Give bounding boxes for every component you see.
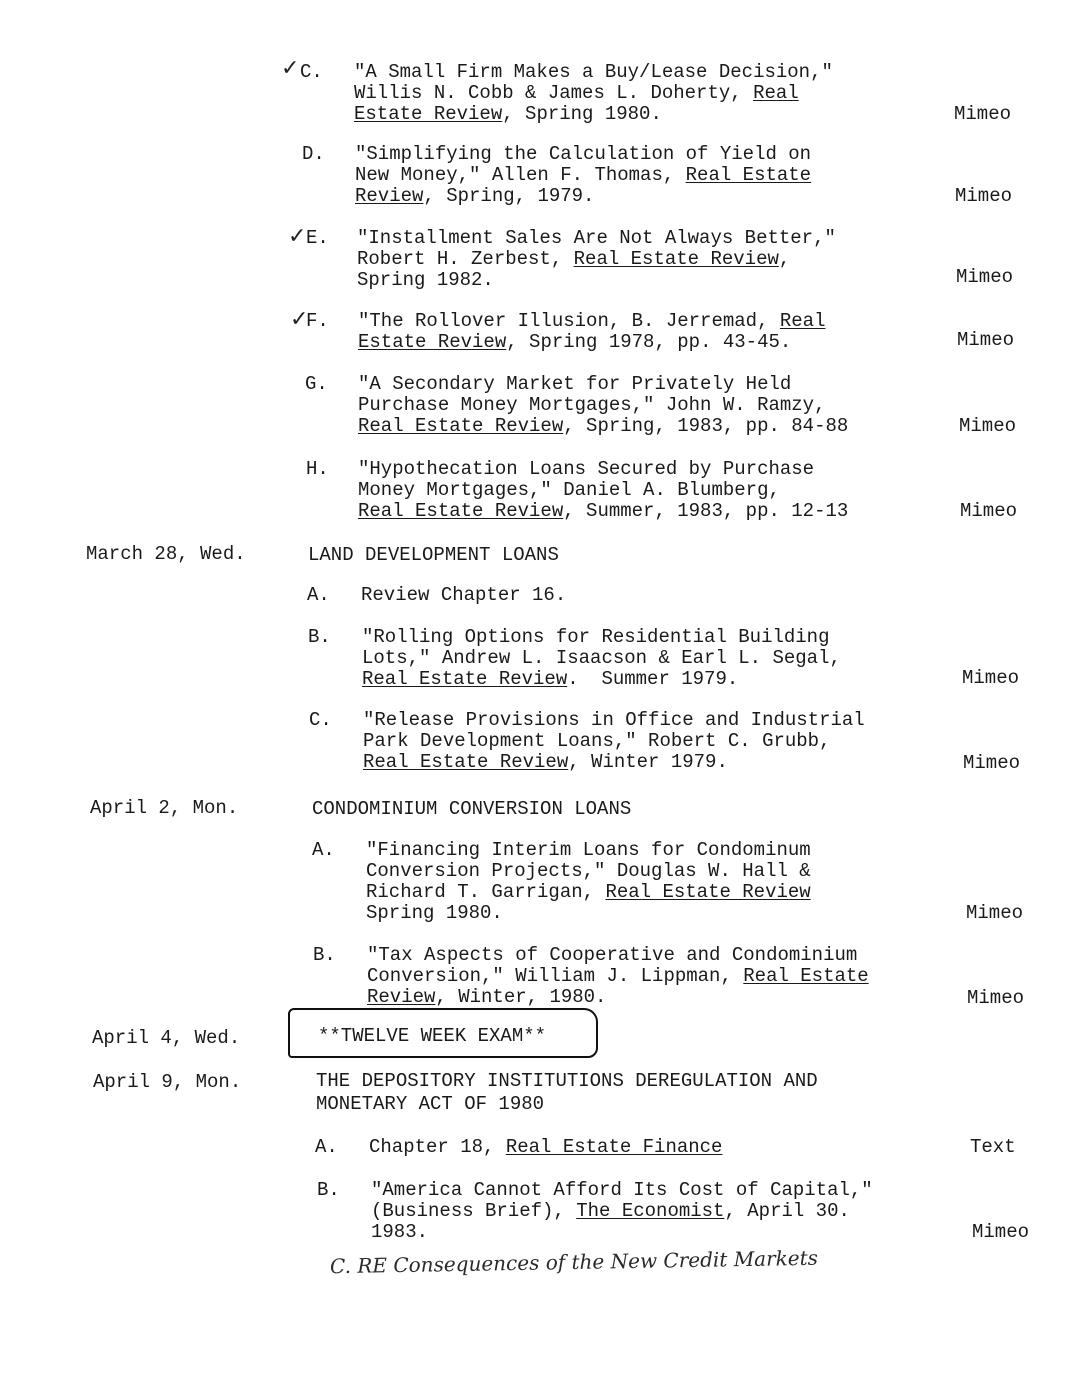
item-citation: Review Chapter 16. [361, 584, 567, 606]
item-letter: B. [313, 944, 336, 966]
item-citation: "America Cannot Afford Its Cost of Capital," (Business Brief), The Economist, April 30. 1983. [371, 1179, 873, 1243]
item-letter: A. [312, 839, 335, 861]
journal-title: The Economist [576, 1200, 725, 1222]
source-label: Mimeo [957, 329, 1015, 351]
item-citation: "A Small Firm Makes a Buy/Lease Decision," Willis N. Cobb & James L. Doherty, Real Estate Review, Spring 1980. [354, 61, 833, 125]
session-topic: MONETARY ACT OF 1980 [316, 1093, 545, 1115]
journal-title: Estate Review [358, 331, 507, 353]
handwritten-note: C. RE Consequences of the New Credit Markets [329, 1245, 819, 1279]
session-date: April 2, Mon. [90, 797, 239, 819]
exam-label: **TWELVE WEEK EXAM** [318, 1025, 547, 1047]
session-date: April 4, Wed. [92, 1027, 241, 1049]
source-label: Mimeo [959, 415, 1017, 437]
session-topic: LAND DEVELOPMENT LOANS [308, 544, 559, 566]
item-letter: A. [307, 584, 330, 606]
item-citation: Chapter 18, Real Estate Finance [369, 1136, 723, 1158]
item-letter: C. [309, 709, 332, 731]
journal-title: Real Estate [685, 164, 812, 186]
item-citation: "Financing Interim Loans for Condominum Conversion Projects," Douglas W. Hall & Richard T. Garrigan, Real Estate Review Spring 1980. [366, 839, 811, 924]
item-citation: "A Secondary Market for Privately Held Purchase Money Mortgages," John W. Ramzy, Real Estate Review, Spring, 1983, pp. 84-88 [358, 373, 849, 437]
journal-title: Real Estate Review [605, 881, 811, 903]
source-label: Mimeo [955, 185, 1013, 207]
source-label: Mimeo [966, 902, 1024, 924]
item-letter: G. [305, 373, 328, 395]
check-mark-icon: ✓ [281, 56, 300, 81]
item-letter: B. [317, 1179, 340, 1201]
session-topic: CONDOMINIUM CONVERSION LOANS [312, 798, 632, 820]
source-label: Mimeo [963, 752, 1021, 774]
journal-title: Review [367, 986, 436, 1008]
source-label: Text [970, 1136, 1016, 1158]
journal-title: Real Estate Review [573, 248, 779, 270]
journal-title: Real [779, 310, 826, 332]
item-citation: "The Rollover Illusion, B. Jerremad, Real Estate Review, Spring 1978, pp. 43-45. [358, 310, 826, 353]
item-citation: "Installment Sales Are Not Always Better," Robert H. Zerbest, Real Estate Review, Spring 1982. [357, 227, 836, 291]
journal-title: Estate Review [354, 103, 503, 125]
item-citation: "Simplifying the Calculation of Yield on New Money," Allen F. Thomas, Real Estate Review, Spring, 1979. [355, 143, 812, 207]
session-date: March 28, Wed. [86, 543, 246, 565]
source-label: Mimeo [972, 1221, 1030, 1243]
source-label: Mimeo [962, 667, 1020, 689]
item-letter: H. [306, 458, 329, 480]
journal-title: Real Estate [743, 965, 869, 987]
item-letter: F. [306, 310, 329, 332]
check-mark-icon: ✓ [290, 307, 309, 332]
item-letter: E. [306, 227, 329, 249]
journal-title: Real Estate Review [362, 668, 568, 690]
journal-title: Real [753, 82, 799, 104]
item-letter: B. [308, 626, 331, 648]
item-citation: "Hypothecation Loans Secured by Purchase Money Mortgages," Daniel A. Blumberg, Real Estate Review, Summer, 1983, pp. 12-13 [358, 458, 849, 522]
session-date: April 9, Mon. [93, 1071, 242, 1093]
journal-title: Review [355, 185, 424, 207]
item-letter: A. [315, 1136, 338, 1158]
journal-title: Real Estate Review [358, 415, 564, 437]
source-label: Mimeo [967, 987, 1025, 1009]
check-mark-icon: ✓ [288, 224, 307, 249]
source-label: Mimeo [954, 103, 1012, 125]
source-label: Mimeo [956, 266, 1014, 288]
item-letter: D. [302, 143, 325, 165]
item-citation: "Tax Aspects of Cooperative and Condominium Conversion," William J. Lippman, Real Estate Review, Winter, 1980. [367, 944, 869, 1008]
source-label: Mimeo [960, 500, 1018, 522]
item-letter: C. [300, 61, 323, 83]
book-title: Real Estate Finance [505, 1136, 723, 1158]
item-citation: "Release Provisions in Office and Industrial Park Development Loans," Robert C. Grubb, Real Estate Review, Winter 1979. [363, 709, 865, 773]
session-topic: THE DEPOSITORY INSTITUTIONS DEREGULATION AND [316, 1070, 818, 1092]
journal-title: Real Estate Review [363, 751, 569, 773]
item-citation: "Rolling Options for Residential Building Lots," Andrew L. Isaacson & Earl L. Segal, Real Estate Review. Summer 1979. [362, 626, 841, 690]
journal-title: Real Estate Review [358, 500, 564, 522]
